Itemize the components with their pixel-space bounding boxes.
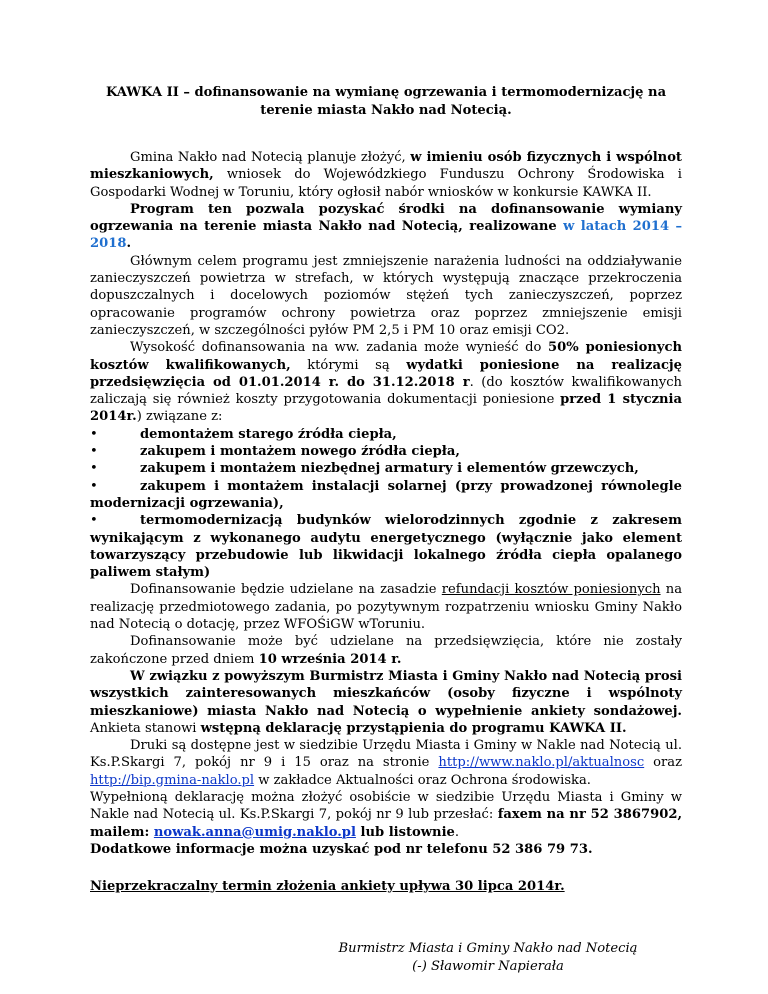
text: Gmina Nakło nad Notecią planuje złożyć,: [130, 150, 411, 165]
text: w zakładce Aktualności oraz Ochrona środowiska.: [254, 772, 591, 788]
text-bold: faxem na nr 52 3867902, mailem:: [90, 807, 683, 840]
bullet-icon: •: [90, 513, 98, 529]
link-naklo-aktualnosc[interactable]: http://www.naklo.pl/aktualnosc: [438, 755, 645, 771]
text: którymi są: [290, 357, 407, 373]
text-bold: .: [396, 651, 402, 667]
text: Wysokość dofinansowania na ww. zadania może wynieść do: [130, 340, 548, 356]
text: na realizację przedmiotowego zadania, po pozytywnym rozpatrzeniu wniosku Gminy Nakło nad Notecią o dotację, przez WFOŚiGW wToruniu.: [90, 582, 683, 633]
paragraph-completion: [90, 633, 682, 668]
link-bip-gmina-naklo[interactable]: http://bip.gmina-naklo.pl: [90, 772, 255, 788]
bullet-icon: •: [90, 478, 98, 494]
text-bold: 10 września 2014 r: [258, 651, 397, 667]
text-bold: przed 1 stycznia 2014r.: [90, 392, 682, 425]
text: Druki są dostępne jest w siedzibie Urzędu Miasta i Gminy w Nakle nad Notecią ul. Ks.P.Skargi 7, pokój nr 9 i 15 oraz na stronie: [90, 738, 682, 771]
bullet-icon: •: [90, 426, 98, 442]
text: . (do kosztów kwalifikowanych zaliczają się również koszty przygotowania dokumentacji poniesione: [90, 374, 682, 408]
text: ) związane z:: [136, 409, 223, 425]
text: Dofinansowanie będzie udzielane na zasadzie: [130, 582, 442, 598]
paragraph-contact: [90, 841, 682, 858]
list-item: [90, 443, 682, 460]
list-item-text: zakupem i montażem niezbędnej armatury i elementów grzewczych,: [140, 461, 639, 477]
text-bold: wydatki poniesione na realizację przedsięwzięcia od 01.01.2014 r. do 31.12.2018 r: [90, 357, 682, 390]
text-bold: Program ten pozwala pozyskać środki na dofinansowanie wymiany ogrzewania na terenie miasta Nakło nad Notecią, realizowane: [90, 201, 682, 235]
text: wniosek do Wojewódzkiego Funduszu Ochrony Środowiska i Gospodarki Wodnej w Toruniu, który ogłosił nabór wniosków w konkursie KAWKA II.: [90, 167, 682, 200]
text-bold: wstępną deklarację przystąpienia do programu KAWKA II.: [200, 720, 627, 736]
list-item: [90, 478, 682, 513]
text-bold: W związku z powyższym Burmistrz Miasta i Gminy Nakło nad Notecią prosi wszystkich zainteresowanych mieszkańców (osoby fizyczne i wspólnoty mieszkaniowe) miasta Nakło nad Notecią o wypełnienie ankiety sondażowej.: [90, 668, 682, 719]
list-item-text: zakupem i montażem nowego źródła ciepła,: [140, 444, 460, 460]
text: Dofinansowanie może być udzielane na przedsięwzięcia, które nie zostały zakończone przed dniem: [90, 634, 682, 667]
document-title: KAWKA II – dofinansowanie na wymianę ogrzewania i termomodernizację na terenie miasta Nakło nad Notecią.: [105, 85, 667, 118]
bullet-icon: •: [90, 461, 98, 477]
text-bold: 50% poniesionych kosztów kwalifikowanych,: [90, 340, 683, 373]
years-highlight: w latach 2014 – 2018: [90, 219, 683, 252]
list-item: [90, 460, 682, 477]
paragraph-submission: [90, 789, 682, 841]
list-item-text: demontażem starego źródła ciepła,: [140, 426, 397, 442]
deadline-notice: Nieprzekraczalny termin złożenia ankiety upływa 30 lipca 2014r.: [90, 879, 565, 895]
text-underlined: refundacji kosztów poniesionych: [441, 582, 661, 598]
list-item: [90, 512, 682, 581]
email-link[interactable]: nowak.anna@umig.naklo.pl: [153, 824, 356, 840]
text: Wypełnioną deklarację można złożyć osobiście w siedzibie Urzędu Miasta i Gminy w Nakle nad Notecią ul. Ks.P.Skargi 7, pokój nr 9 lub przesłać:: [90, 789, 682, 823]
paragraph-intro: [90, 149, 682, 201]
list-item: [90, 426, 682, 443]
text: Ankieta stanowi: [90, 720, 201, 736]
list-item-text: termomodernizacją budynków wielorodzinnych zgodnie z zakresem wynikającym z wykonanego audytu energetycznego (wyłącznie jako element towarzyszący przebudowie lub likwidacji lokalnego źródła ciepła opalanego paliwem stałym): [90, 513, 682, 581]
paragraph-goal: Głównym celem programu jest zmniejszenie narażenia ludności na oddziaływanie zanieczyszczeń powietrza w strefach, w których występują znaczące przekroczenia dopuszczalnych i docelowych poziomów stężeń tych zanieczyszczeń, poprzez opracowanie programów ochrony powietrza oraz poprzez zmniejszenie emisji zanieczyszczeń, w szczególności pyłów PM 2,5 i PM 10 oraz emisji CO2.: [90, 253, 682, 338]
paragraph-survey: [90, 668, 682, 737]
signature-name: (-) Sławomir Napierała: [412, 958, 564, 974]
text-bold: lub listownie: [355, 824, 455, 840]
signature-block: [338, 940, 638, 975]
paragraph-refund: [90, 581, 682, 633]
list-item-text: zakupem i montażem instalacji solarnej (przy prowadzonej równolegle modernizacji ogrzewania),: [90, 478, 682, 511]
paragraph-forms: [90, 737, 682, 789]
text-bold: w imieniu osób fizycznych i wspólnot mieszkaniowych,: [90, 150, 682, 183]
text-bold: .: [126, 236, 132, 252]
paragraph-funding: [90, 339, 682, 425]
text: .: [454, 824, 460, 840]
bullet-icon: •: [90, 444, 98, 460]
text: oraz: [644, 755, 682, 771]
text-bold: Dodatkowe informacje można uzyskać pod nr telefonu 52 386 79 73.: [90, 841, 593, 857]
signature-title: Burmistrz Miasta i Gminy Nakło nad Notecią: [338, 941, 638, 957]
paragraph-program: [90, 201, 682, 253]
